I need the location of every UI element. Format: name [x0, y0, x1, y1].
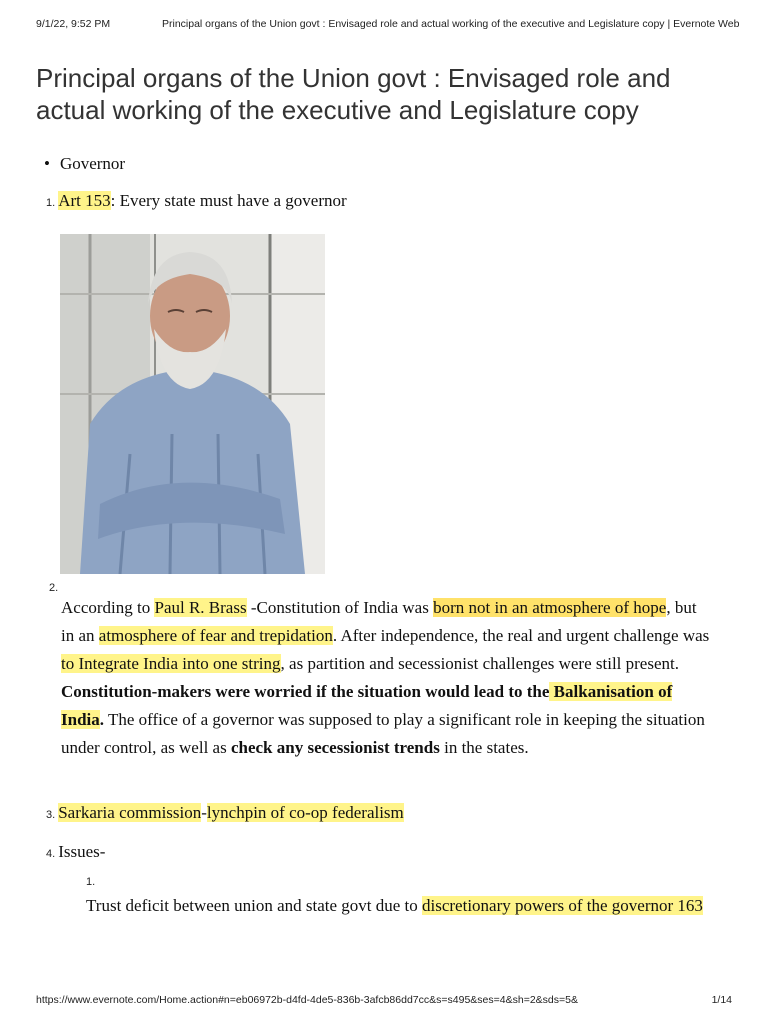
list-item-3: [46, 799, 404, 826]
bold-text: check any secessionist trends: [230, 738, 440, 757]
portrait-photo: [60, 234, 325, 574]
sub-list-item-1: [86, 892, 706, 920]
text-run: -: [201, 803, 207, 822]
text-run: , but in an: [61, 598, 697, 645]
item-number: 1.: [86, 876, 96, 888]
print-url: https://www.evernote.com/Home.action#n=eb06972b-d4fd-4de5-836b-3afcb86dd7cc&s=s495&ses=4&sh=2&sds=5&: [36, 994, 578, 1006]
portrait-image: [60, 234, 325, 574]
item-number: 3.: [46, 809, 56, 821]
highlight: discretionary powers of the governor 163: [422, 896, 703, 915]
page-number: 1/14: [711, 994, 732, 1006]
text-run: . After independence, the real and urgent challenge was: [332, 626, 710, 645]
list-item-4: [46, 838, 105, 865]
highlight-bold: Balkanisation of India: [61, 682, 673, 729]
bold-text: .: [99, 710, 104, 729]
list-item-2-marker: [49, 578, 58, 596]
highlight: atmosphere of fear and trepidation: [98, 626, 333, 645]
text-run: Trust deficit between union and state govt due to: [86, 896, 423, 915]
highlight: Sarkaria commission: [58, 803, 202, 822]
text-run: According to: [61, 598, 155, 617]
bullet-list-item: [44, 150, 125, 177]
highlight: Paul R. Brass: [154, 598, 247, 617]
text-run: , as partition and secessionist challenges were still present.: [280, 654, 679, 673]
highlight: born not in an atmosphere of hope: [433, 598, 667, 617]
print-title: Principal organs of the Union govt : Envisaged role and actual working of the executive and Legislature copy | Evernote Web: [162, 18, 740, 30]
text-run: The office of a governor was supposed to play a significant role in keeping the situation under control, as well as: [61, 710, 705, 757]
item-text: Issues-: [58, 842, 106, 861]
text-run: -Constitution of India was: [246, 598, 434, 617]
highlight: Art 153: [58, 191, 111, 210]
item-text: : Every state must have a governor: [110, 191, 347, 210]
text-run: in the states.: [439, 738, 529, 757]
list-item-1: [46, 187, 347, 214]
bullet-text: Governor: [59, 154, 126, 173]
paragraph-brass: [61, 594, 711, 762]
item-number: 1.: [46, 197, 56, 209]
bold-text: Constitution-makers were worried if the situation would lead to the: [61, 682, 550, 701]
highlight: to Integrate India into one string: [61, 654, 281, 673]
note-title: Principal organs of the Union govt : Envisaged role and actual working of the executive and Legislature copy: [36, 63, 671, 125]
highlight: lynchpin of co-op federalism: [206, 803, 404, 822]
print-datetime: 9/1/22, 9:52 PM: [36, 18, 111, 30]
sub-list-item-1-marker: [86, 872, 95, 890]
item-number: 2.: [49, 582, 59, 594]
item-number: 4.: [46, 848, 56, 860]
bullet-dot: •: [44, 154, 50, 173]
